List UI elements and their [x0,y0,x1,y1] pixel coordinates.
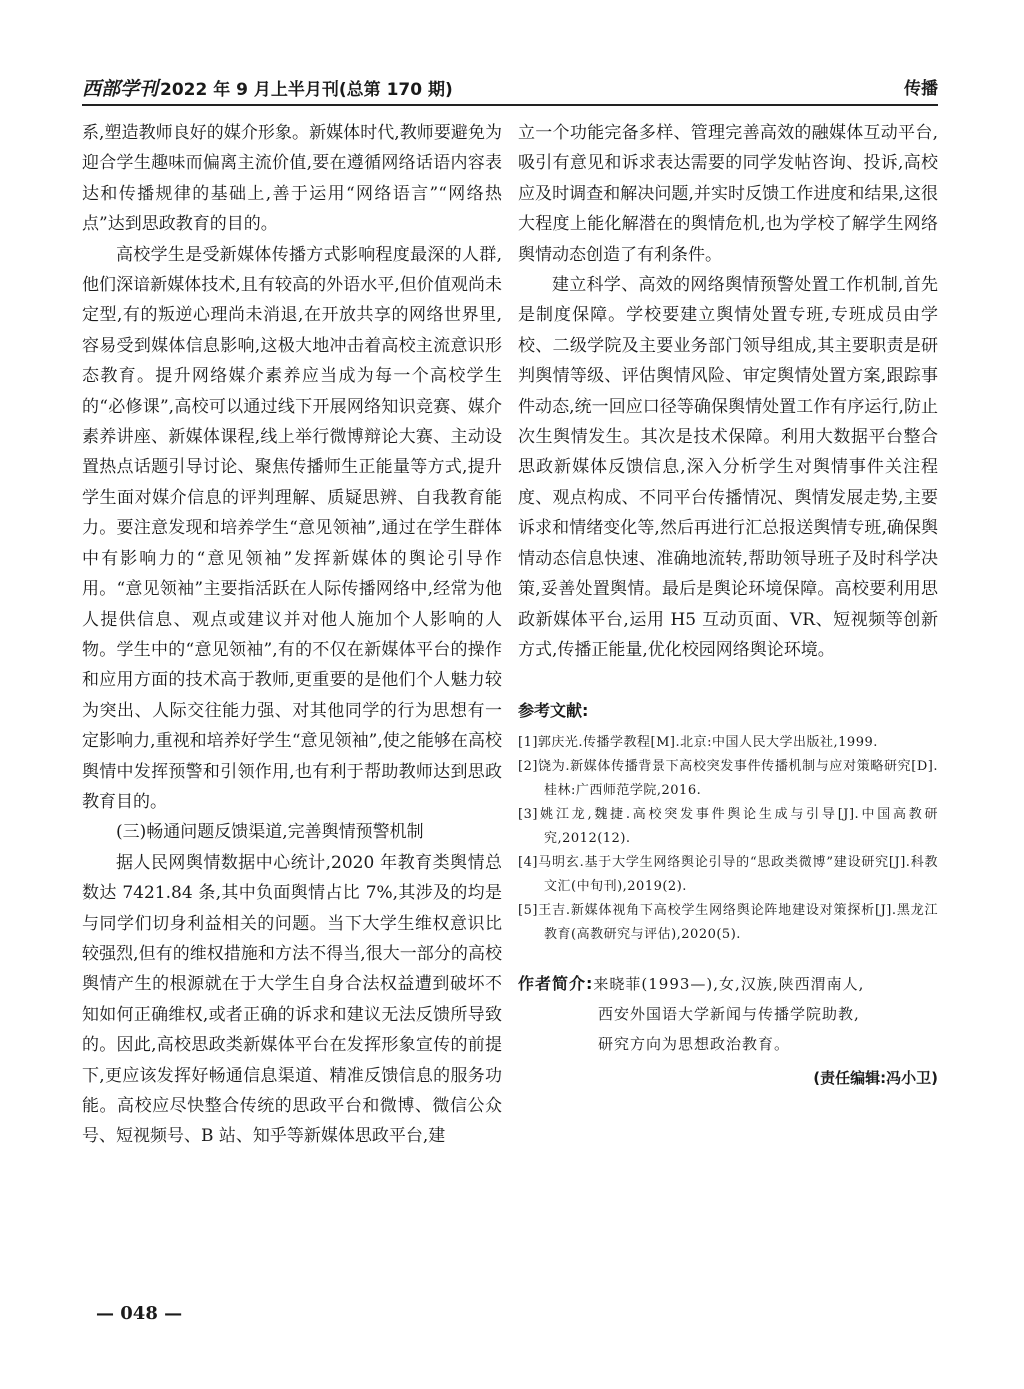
author-line: 西安外国语大学新闻与传播学院助教, [598,1005,860,1024]
section-subheading: (三)畅通问题反馈渠道,完善舆情预警机制 [116,822,424,843]
journal-brand: 西部学刊 [82,78,159,100]
author-line: 研究方向为思想政治教育。 [598,1035,791,1054]
issue-info: 2022 年 9 月上半月刊(总第 170 期) [160,80,453,100]
author-label: 作者简介: [518,974,594,994]
paragraph: 立一个功能完备多样、管理完善高效的融媒体互动平台,吸引有意见和诉求表达需要的同学发帖咨询、投诉,高校应及时调查和解决问题,并实时反馈工作进度和结果,这很大程度上能化解潜在的舆情危机,也为学校了解学生网络舆情动态创造了有利条件。 [518,123,938,265]
journal-issue-line [82,74,453,101]
paragraph: 系,塑造教师良好的媒介形象。新媒体时代,教师要避免为迎合学生趣味而偏离主流价值,要在遵循网络话语内容表达和传播规律的基础上,善于运用“网络语言”“网络热点”达到思政教育的目的。 [82,123,502,235]
page-number: — 048 — [96,1303,183,1324]
author-line: 来晓菲(1993—),女,汉族,陕西渭南人, [593,975,865,994]
reference-item: [4]马明玄.基于大学生网络舆论引导的“思政类微博”建设研究[J].科教文汇(中旬刊),2019(2). [518,855,938,895]
paragraph: 据人民网舆情数据中心统计,2020 年教育类舆情总数达 7421.84 条,其中负面舆情占比 7%,其涉及的均是与同学们切身利益相关的问题。当下大学生维权意识比较强烈,但有的维权措施和方法不得当,很大一部分的高校舆情产生的根源就在于大学生自身合法权益遭到破坏不知如何正确维权,或者正确的诉求和建议无法反馈所导致的。因此,高校思政类新媒体平台在发挥形象宣传的前提下,更应该发挥好畅通信息渠道、精准反馈信息的服务功能。高校应尽快整合传统的思政平台和微博、微信公众号、短视频号、B 站、知乎等新媒体思政平台,建 [82,852,502,1147]
paragraph: 建立科学、高效的网络舆情预警处置工作机制,首先是制度保障。学校要建立舆情处置专班,专班成员由学校、二级学院及主要业务部门领导组成,其主要职责是研判舆情等级、评估舆情风险、审定舆情处置方案,跟踪事件动态,统一回应口径等确保舆情处置工作有序运行,防止次生舆情发生。其次是技术保障。利用大数据平台整合思政新媒体反馈信息,深入分析学生对舆情事件关注程度、观点构成、不同平台传播情况、舆情发展走势,主要诉求和情绪变化等,然后再进行汇总报送舆情专班,确保舆情动态信息快速、准确地流转,帮助领导班子及时科学决策,妥善处置舆情。最后是舆论环境保障。高校要利用思政新媒体平台,运用 H5 互动页面、VR、短视频等创新方式,传播正能量,优化校园网络舆论环境。 [518,275,938,660]
paragraph: 高校学生是受新媒体传播方式影响程度最深的人群,他们深谙新媒体技术,且有较高的外语水平,但价值观尚未定型,有的叛逆心理尚未消退,在开放共享的网络世界里,容易受到媒体信息影响,这极大地冲击着高校主流意识形态教育。提升网络媒介素养应当成为每一个高校学生的“必修课”,高校可以通过线下开展网络知识竞赛、媒介素养讲座、新媒体课程,线上举行微博辩论大赛、主动设置热点话题引导讨论、聚焦传播师生正能量等方式,提升学生面对媒介信息的评判理解、质疑思辨、自我教育能力。要注意发现和培养学生“意见领袖”,通过在学生群体中有影响力的“意见领袖”发挥新媒体的舆论引导作用。“意见领袖”主要指活跃在人际传播网络中,经常为他人提供信息、观点或建议并对他人施加个人影响的人物。学生中的“意见领袖”,有的不仅在新媒体平台的操作和应用方面的技术高于教师,更重要的是他们个人魅力较为突出、人际交往能力强、对其他同学的行为思想有一定影响力,重视和培养好学生“意见领袖”,使之能够在高校舆情中发挥预警和引领作用,也有利于帮助教师达到思政教育目的。 [82,244,502,812]
responsible-editor: (责任编辑:冯小卫) [813,1069,938,1088]
page-header [82,70,938,106]
reference-item: [2]饶为.新媒体传播背景下高校突发事件传播机制与应对策略研究[D].桂林:广西师范学院,2016. [518,759,938,799]
references-title: 参考文献: [518,701,589,721]
reference-item: [1]郭庆光.传播学教程[M].北京:中国人民大学出版社,1999. [518,735,878,751]
references-list [518,731,938,947]
right-column [518,118,938,1094]
reference-item: [3]姚江龙,魏捷.高校突发事件舆论生成与引导[J].中国高教研究,2012(12). [518,807,938,847]
reference-item: [5]王吉.新媒体视角下高校学生网络舆论阵地建设对策探析[J].黑龙江教育(高教研究与评估),2020(5). [518,903,938,943]
author-bio [518,969,938,1059]
section-name: 传播 [904,79,938,99]
left-column [82,118,502,1152]
